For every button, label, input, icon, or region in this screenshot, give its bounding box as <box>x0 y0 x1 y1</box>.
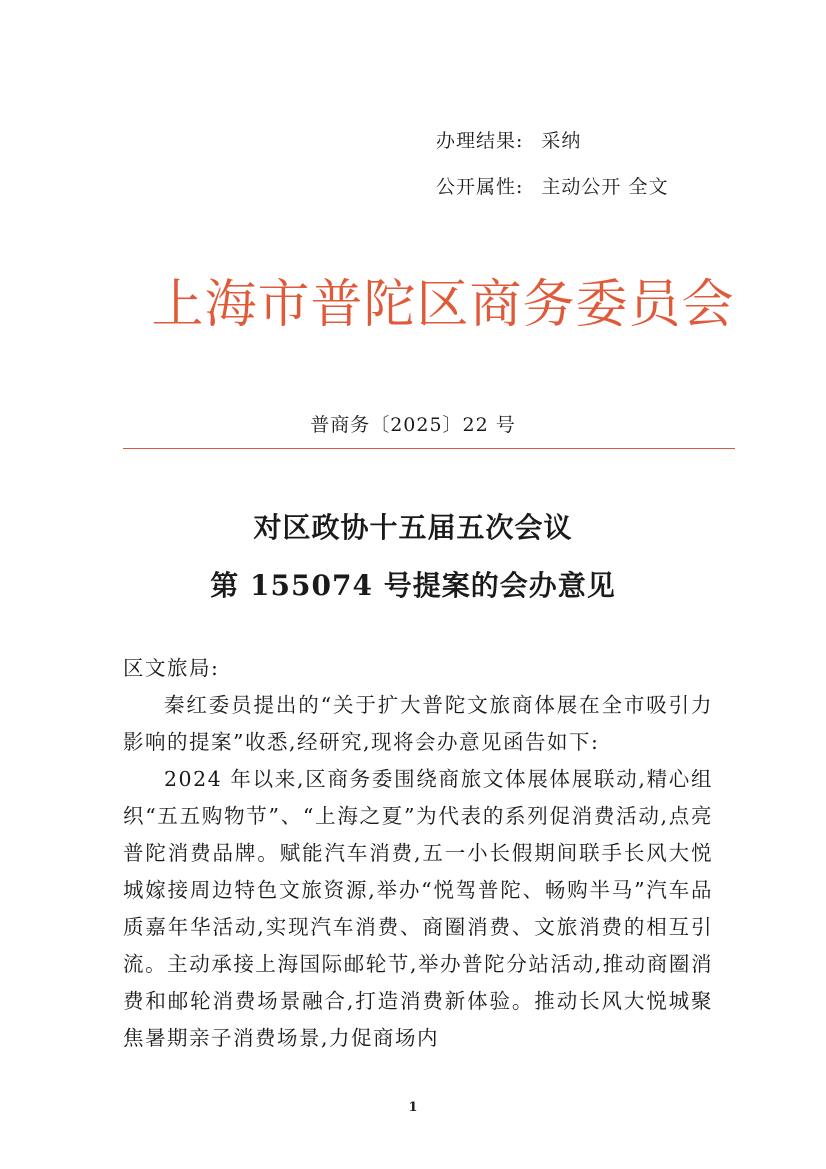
processing-result <box>436 126 581 153</box>
body-paragraph-2: 2024 年以来,区商务委围绕商旅文体展体展联动,精心组织“五五购物节”、“上海之夏”为代表的系列促消费活动,点亮普陀消费品牌。赋能汽车消费,五一小长假期间联手长风大悦城嫁接周边特色文旅资源,举办“悦驾普陀、畅购半马”汽车品质嘉年华活动,实现汽车消费、商圈消费、文旅消费的相互引流。主动承接上海国际邮轮节,举办普陀分站活动,推动商圈消费和邮轮消费场景融合,打造消费新体验。推动长风大悦城聚焦暑期亲子消费场景,力促商场内 <box>123 767 713 1050</box>
red-divider-line <box>123 448 735 449</box>
salutation: 区文旅局: <box>123 656 220 680</box>
disclosure-attribute-label: 公开属性: <box>436 176 524 198</box>
disclosure-attribute-value: 主动公开 全文 <box>541 176 669 198</box>
document-number: 普商务〔2025〕22 号 <box>310 414 516 436</box>
disclosure-attribute <box>436 172 668 199</box>
body-paragraph-1: 秦红委员提出的“关于扩大普陀文旅商体展在全市吸引力影响的提案”收悉,经研究,现将会办意见函告如下: <box>123 693 713 754</box>
processing-result-label: 办理结果: <box>436 130 524 152</box>
organization-header: 上海市普陀区商务委员会 <box>151 275 735 335</box>
document-title-line-1: 对区政协十五届五次会议 <box>253 511 573 544</box>
document-title-line-2: 第 155074 号提案的会办意见 <box>210 569 616 602</box>
page-number: 1 <box>408 1100 418 1115</box>
processing-result-value: 采纳 <box>541 130 582 152</box>
document-body <box>123 650 713 1057</box>
